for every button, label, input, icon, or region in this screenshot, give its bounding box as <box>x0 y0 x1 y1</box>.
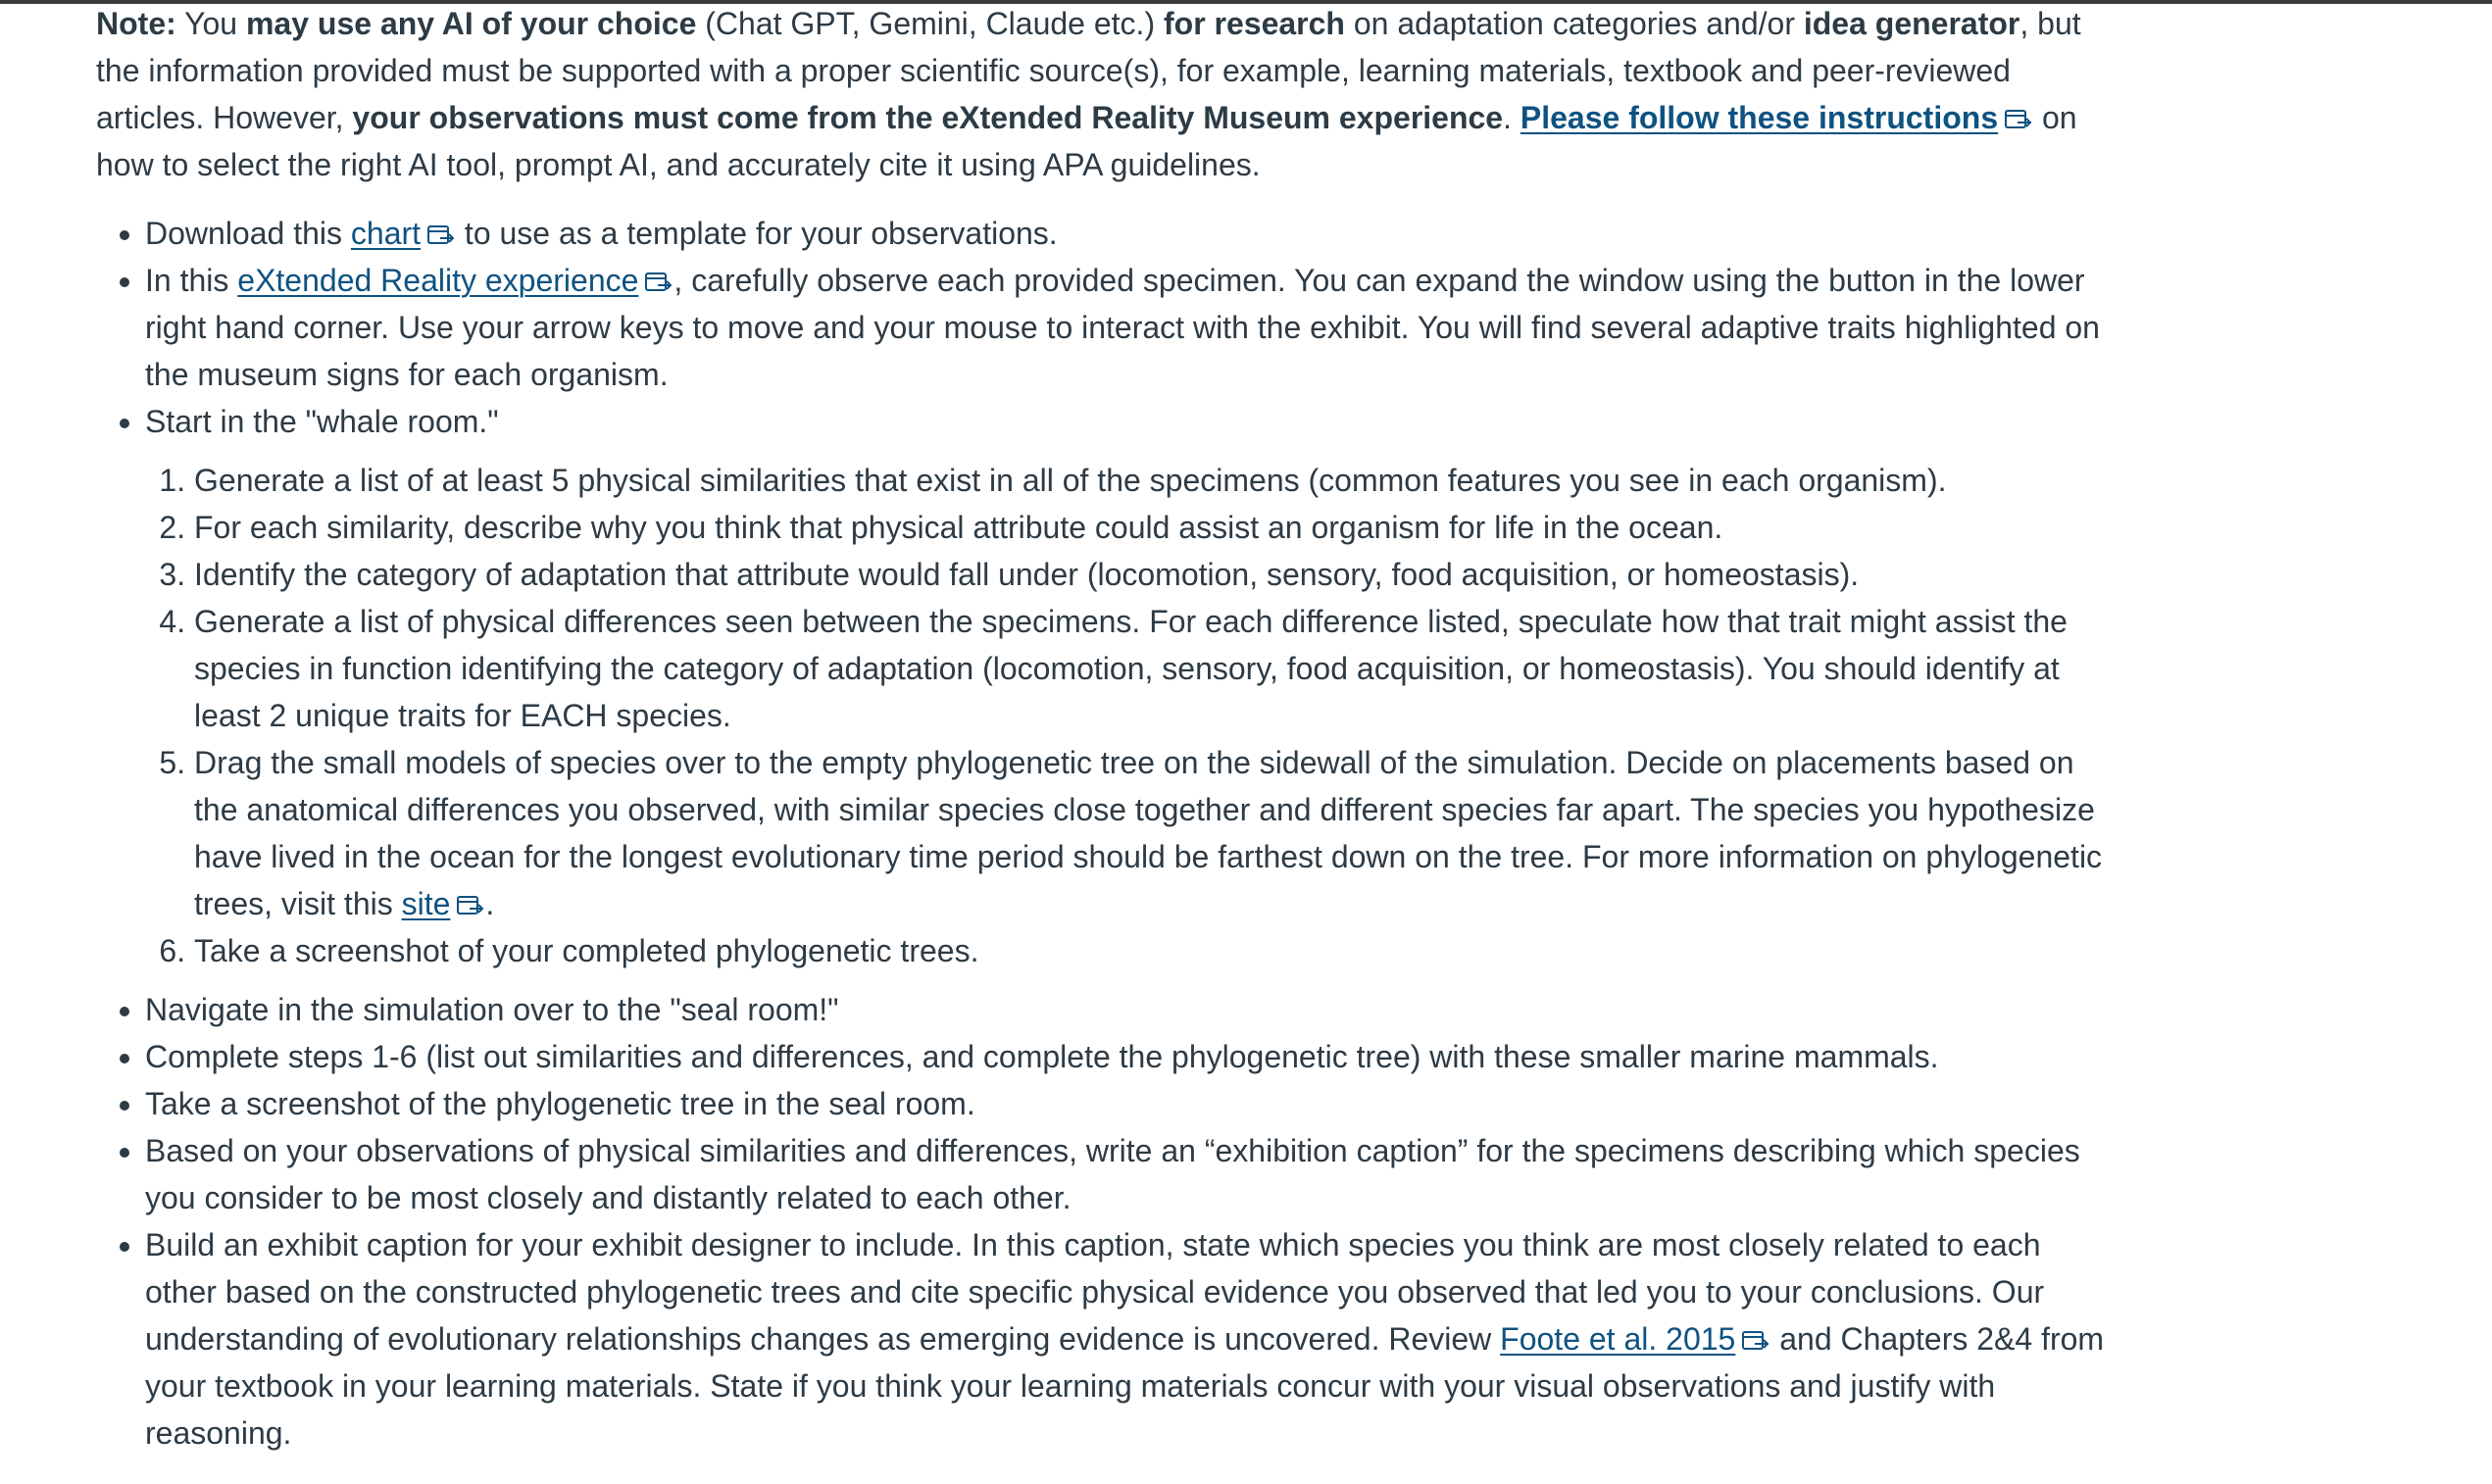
external-link-icon[interactable] <box>456 894 485 917</box>
xr-experience-link[interactable]: eXtended Reality experience <box>237 263 639 298</box>
step-1: 1. Generate a list of at least 5 physical similarities that exist in all of the specimens (common features you see in each organism). <box>194 457 2116 504</box>
list-item-seal-room: • Navigate in the simulation over to the "seal room!" <box>145 986 2116 1033</box>
step-2: 2. For each similarity, describe why you think that physical attribute could assist an organism for life in the ocean. <box>194 504 2116 551</box>
external-link-icon[interactable] <box>1741 1329 1770 1353</box>
chart-link[interactable]: chart <box>350 216 422 251</box>
note-label: Note: <box>96 6 176 41</box>
step-3: 3. Identify the category of adaptation that attribute would fall under (locomotion, sensory, food acquisition, or homeostasis). <box>194 551 2116 598</box>
list-item-download: • Download this chart to use as a template for your observations. <box>145 210 2116 257</box>
list-item-start: • Start in the "whale room." <box>145 398 2116 445</box>
instructions-list-bottom <box>96 986 2116 1457</box>
external-link-icon[interactable] <box>426 223 456 247</box>
list-item-exhibit-caption: • Build an exhibit caption for your exhibit designer to include. In this caption, state which species you think are most closely related to each other based on the constructed phylogenetic trees and cite specific physical evidence you observed that led you to your conclusions. Our understanding of evolutionary relationships changes as emerging evidence is uncovered. Review Foote et al. 2015 and Chapters 2&4 from your textbook in your learning materials. State if you think your learning materials concur with your visual observations and justify with reasoning. <box>145 1221 2116 1457</box>
step-5: 5. Drag the small models of species over to the empty phylogenetic tree on the sidewall of the simulation. Decide on placements based on the anatomical differences you observed, with similar species close together and different species far apart. The species you hypothesize have lived in the ocean for the longest evolutionary time period should be farthest down on the tree. For more information on phylogenetic trees, visit this site . <box>194 739 2116 927</box>
step-6: 6. Take a screenshot of your completed phylogenetic trees. <box>194 927 2116 974</box>
list-item-screenshot: • Take a screenshot of the phylogenetic tree in the seal room. <box>145 1080 2116 1127</box>
instructions-list-top <box>96 210 2116 445</box>
external-link-icon[interactable] <box>2004 108 2033 131</box>
external-link-icon[interactable] <box>644 271 673 294</box>
phylogenetic-site-link[interactable]: site <box>401 886 451 921</box>
list-item-complete-steps: • Complete steps 1-6 (list out similarities and differences, and complete the phylogenetic tree) with these smaller marine mammals. <box>145 1033 2116 1080</box>
steps-list <box>96 457 2116 974</box>
step-4: 4. Generate a list of physical differences seen between the specimens. For each difference listed, speculate how that trait might assist the species in function identifying the category of adaptation (locomotion, sensory, food acquisition, or homeostasis). You should identify at least 2 unique traits for EACH species. <box>194 598 2116 739</box>
assignment-instructions <box>96 0 2116 1457</box>
list-item-xr-experience: • In this eXtended Reality experience , carefully observe each provided specimen. You can expand the window using the button in the lower right hand corner. Use your arrow keys to move and your mouse to interact with the exhibit. You will find several adaptive traits highlighted on the museum signs for each organism. <box>145 257 2116 398</box>
ai-usage-note: Note: You may use any AI of your choice (Chat GPT, Gemini, Claude etc.) for research on adaptation categories and/or idea generator, but the information provided must be supported with a proper scientific source(s), for example, learning materials, textbook and peer-reviewed articles. However, your observations must come from the eXtended Reality Museum experience. Please follow these instructions on how to select the right AI tool, prompt AI, and accurately cite it using APA guidelines. <box>96 6 2081 182</box>
list-item-exhibition-caption: • Based on your observations of physical similarities and differences, write an “exhibition caption” for the specimens describing which species you consider to be most closely and distantly related to each other. <box>145 1127 2116 1221</box>
foote-article-link[interactable]: Foote et al. 2015 <box>1500 1321 1736 1357</box>
ai-instructions-link[interactable]: Please follow these instructions <box>1520 100 1999 135</box>
